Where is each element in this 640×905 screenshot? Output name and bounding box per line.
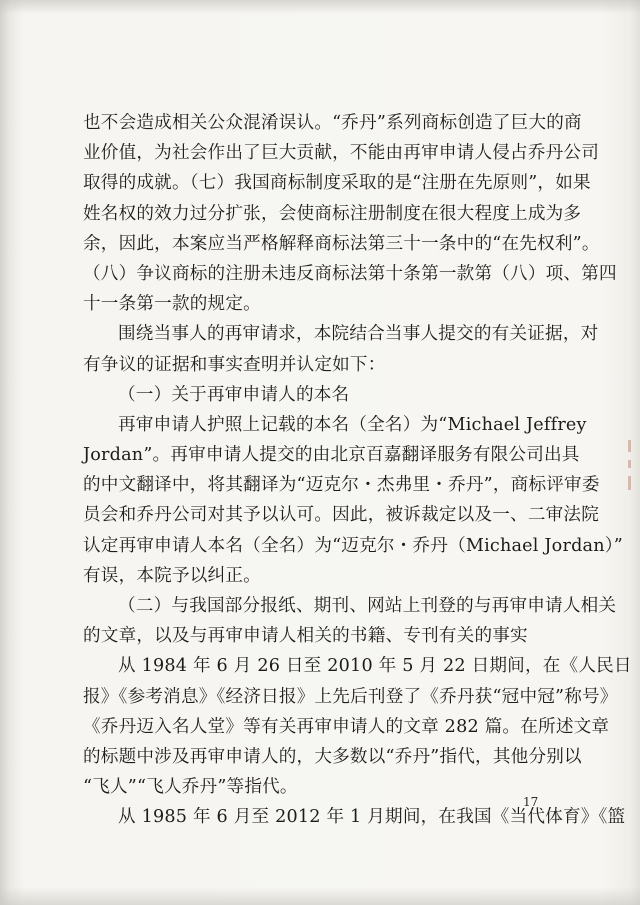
text-line: 十一条第一款的规定。 <box>83 294 261 315</box>
text-line: 再审申请人护照上记载的本名（全名）为“Michael Jeffrey <box>118 414 587 435</box>
text-line: 员会和乔丹公司对其予以认可。因此，被诉裁定以及一、二审法院 <box>83 505 600 526</box>
text-line: （八）争议商标的注册未违反商标法第十条第一款第（八）项、第四 <box>83 263 617 284</box>
margin-stamp-marks <box>628 440 636 500</box>
body-text <box>83 108 632 833</box>
section-heading: 的文章，以及与再审申请人相关的书籍、专刊有关的事实 <box>83 626 528 647</box>
text-line: 的中文翻译中，将其翻译为“迈克尔・杰弗里・乔丹”，商标评审委 <box>83 475 600 496</box>
text-line: 有争议的证据和事实查明并认定如下： <box>83 354 386 375</box>
text-line: 从 1985 年 6 月至 2012 年 1 月期间，在我国《当代体育》《篮 <box>118 807 626 828</box>
page-bottom-shadow <box>0 887 640 905</box>
section-heading: （一）关于再审申请人的本名 <box>118 384 350 405</box>
text-line: 从 1984 年 6 月 26 日至 2010 年 5 月 22 日期间，在《人民日 <box>118 656 632 677</box>
text-line: 《乔丹迈入名人堂》等有关再审申请人的文章 282 篇。在所述文章 <box>83 716 610 737</box>
text-line: 取得的成就。（七）我国商标制度采取的是“注册在先原则”，如果 <box>83 173 591 194</box>
text-line: 认定再审申请人本名（全名）为“迈克尔・乔丹（Michael Jordan）” <box>83 535 623 556</box>
section-heading: （二）与我国部分报纸、期刊、网站上刊登的与再审申请人相关 <box>118 596 617 616</box>
text-line: 报》《参考消息》《经济日报》上先后刊登了《乔丹获“冠中冠”称号》 <box>83 686 618 707</box>
page-top-shadow <box>0 0 640 14</box>
text-line: 的标题中涉及再审申请人的，大多数以“乔丹”指代，其他分别以 <box>83 746 582 767</box>
text-line: 围绕当事人的再审请求，本院结合当事人提交的有关证据，对 <box>118 324 599 345</box>
text-line: “飞人”“飞人乔丹”等指代。 <box>83 777 298 798</box>
text-line: 业价值，为社会作出了巨大贡献，不能由再审申请人侵占乔丹公司 <box>83 143 600 164</box>
text-line: Jordan”。再审申请人提交的由北京百嘉翻译服务有限公司出具 <box>83 445 580 466</box>
text-line: 也不会造成相关公众混淆误认。“乔丹”系列商标创造了巨大的商 <box>83 113 582 133</box>
text-line: 姓名权的效力过分扩张，会使商标注册制度在很大程度上成为多 <box>83 203 582 224</box>
text-line: 有误，本院予以纠正。 <box>83 565 261 586</box>
text-line: 余，因此，本案应当严格解释商标法第三十一条中的“在先权利”。 <box>83 233 600 254</box>
page-number: 17 <box>523 795 539 809</box>
